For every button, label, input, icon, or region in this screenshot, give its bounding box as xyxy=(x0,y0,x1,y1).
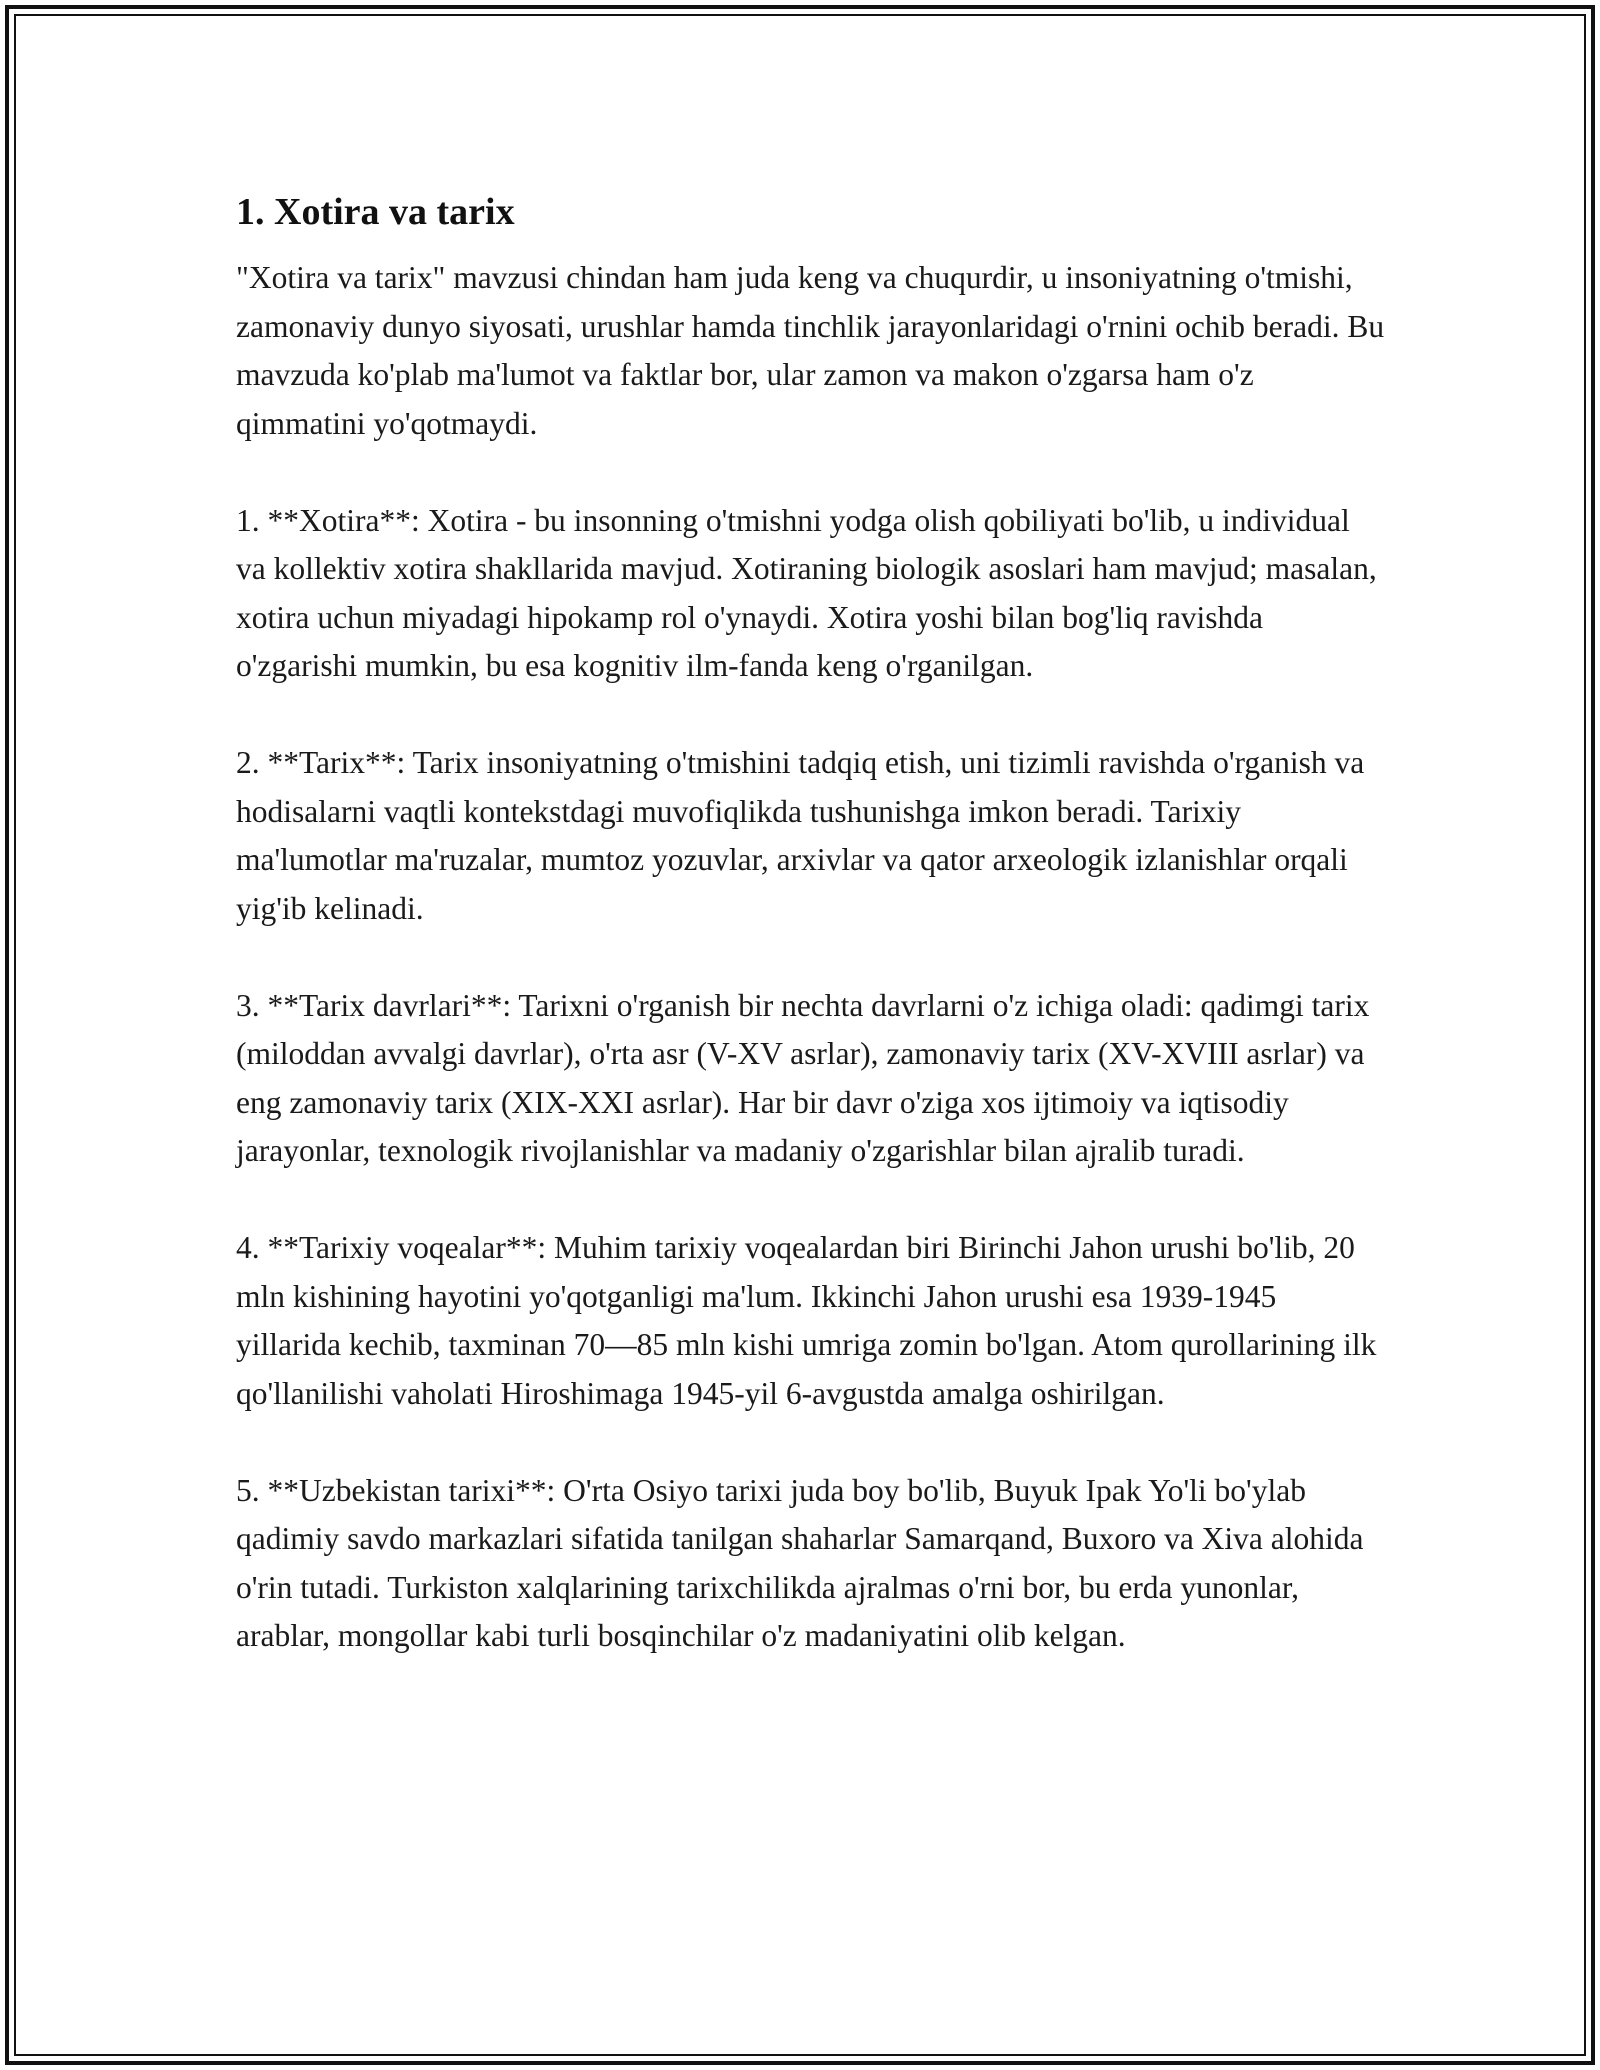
paragraph-uzbekistan-tarixi: 5. **Uzbekistan tarixi**: O'rta Osiyo tarixi juda boy bo'lib, Buyuk Ipak Yo'li bo'ylab qadimiy savdo markazlari sifatida tanilgan shaharlar Samarqand, Buxoro va Xiva alohida o'rin tutadi. Turkiston xalqlarining tarixchilikda ajralmas o'rni bor, bu erda yunonlar, arablar, mongollar kabi turli bosqinchilar o'z madaniyatini olib kelgan. xyxy=(236,1472,1364,1653)
paragraph-tarix-davrlari: 3. **Tarix davrlari**: Tarixni o'rganish bir nechta davrlarni o'z ichiga oladi: qadimgi tarix (miloddan avvalgi davrlar), o'rta asr (V-XV asrlar), zamonaviy tarix (XV-XVIII asrlar) va eng zamonaviy tarix (XIX-XXI asrlar). Har bir davr o'ziga xos ijtimoiy va iqtisodiy jarayonlar, texnologik rivojlanishlar va madaniy o'zgarishlar bilan ajralib turadi. xyxy=(236,987,1370,1168)
paragraph-tarixiy-voqealar: 4. **Tarixiy voqealar**: Muhim tarixiy voqealardan biri Birinchi Jahon urushi bo'lib, 20 mln kishining hayotini yo'qotganligi ma'lum. Ikkinchi Jahon urushi esa 1939-1945 yillarida kechib, taxminan 70—85 mln kishi umriga zomin bo'lgan. Atom qurollarining ilk qo'llanilishi vaholati Hiroshimaga 1945-yil 6-avgustda amalga oshirilgan. xyxy=(236,1230,1377,1411)
paragraph-tarix: 2. **Tarix**: Tarix insoniyatning o'tmishini tadqiq etish, uni tizimli ravishda o'rganish va hodisalarni vaqtli kontekstdagi muvofiqlikda tushunishga imkon beradi. Tarixiy ma'lumotlar ma'ruzalar, mumtoz yozuvlar, arxivlar va qator arxeologik izlanishlar orqali yig'ib kelinadi. xyxy=(236,745,1365,926)
paragraph-xotira: 1. **Xotira**: Xotira - bu insonning o'tmishni yodga olish qobiliyati bo'lib, u individual va kollektiv xotira shakllarida mavjud. Xotiraning biologik asoslari ham mavjud; masalan, xotira uchun miyadagi hipokamp rol o'ynaydi. Xotira yoshi bilan bog'liq ravishda o'zgarishi mumkin, bu esa kognitiv ilm-fanda keng o'rganilgan. xyxy=(236,502,1377,683)
intro-paragraph: "Xotira va tarix" mavzusi chindan ham juda keng va chuqurdir, u insoniyatning o'tmishi, zamonaviy dunyo siyosati, urushlar hamda tinchlik jarayonlaridagi o'rnini ochib beradi. Bu mavzuda ko'plab ma'lumot va faktlar bor, ular zamon va makon o'zgarsa ham o'z qimmatini yo'qotmaydi. xyxy=(236,260,1385,441)
document-title: 1. Xotira va tarix xyxy=(236,191,515,233)
document-body xyxy=(236,188,1386,1661)
